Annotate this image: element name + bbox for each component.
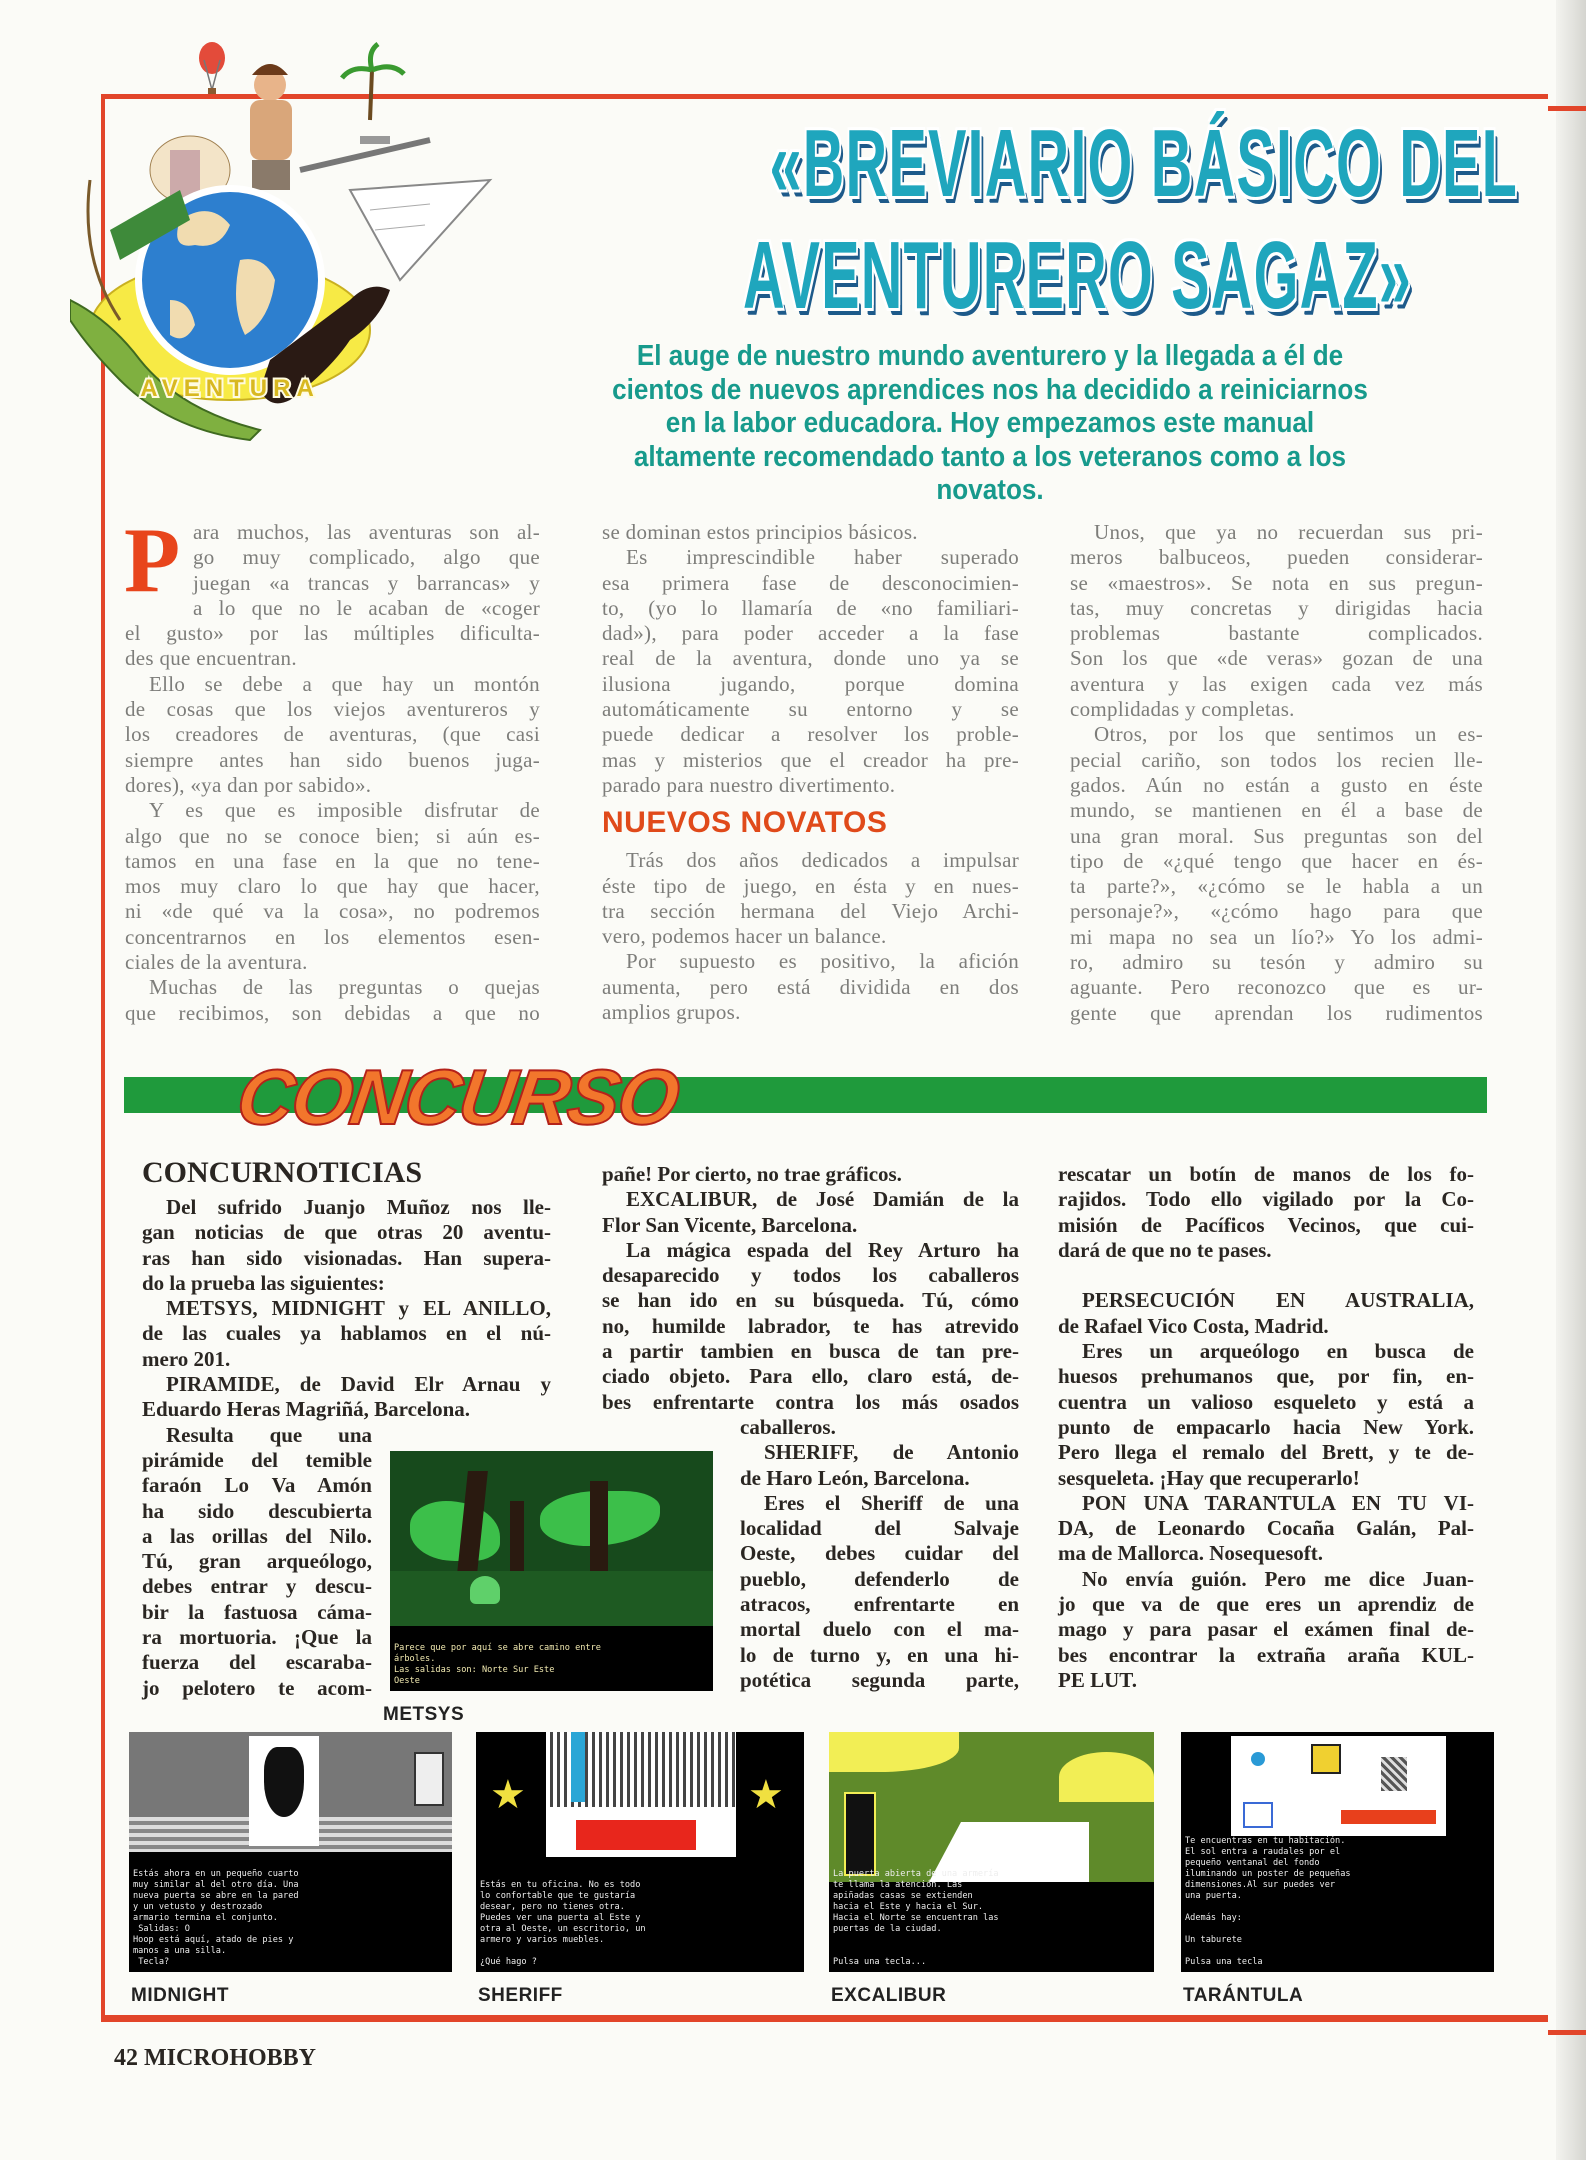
star-icon: ★ xyxy=(748,1772,784,1817)
page-footer: 42 MICROHOBBY xyxy=(114,2045,317,2071)
sheriff-caption: SHERIFF xyxy=(478,1985,563,2006)
text-line: fuerza del escaraba- xyxy=(142,1650,372,1675)
tarantula-screenshot xyxy=(1181,1732,1494,1972)
text-line: do la prueba las siguientes: xyxy=(142,1270,385,1295)
subtitle-line: en la labor educadora. Hoy empezamos este manual xyxy=(665,407,1315,440)
paragraph xyxy=(1058,1339,1474,1491)
concurso-logo: CONCURSO xyxy=(231,1053,684,1141)
text-line: Unos, que ya no recuerdan sus pri- xyxy=(1094,520,1483,544)
text-line: sesqueleta. ¡Hay que recuperarlo! xyxy=(1058,1465,1360,1490)
text-line: Y es que es imposible disfrutar de xyxy=(149,798,540,823)
metsys-caption: METSYS xyxy=(383,1704,465,1725)
text-line: SHERIFF, de Antonio xyxy=(764,1440,1019,1465)
paragraph xyxy=(740,1491,1019,1693)
text-line: gan noticias de que otras 20 aventu- xyxy=(142,1220,551,1245)
tarantula-screen-text: Te encuentras en tu habitación. El sol entra a raudales por el pequeño ventanal del fondo iluminando un poster de pequeñas dimensiones.Al sur puedes ver una puerta. Además hay: Un taburete Pulsa una tecla xyxy=(1185,1836,1351,1967)
text-line: atracos, enfrentarte en xyxy=(740,1592,1019,1617)
text-line: algo que no se conoce bien; si aún es- xyxy=(125,823,540,848)
text-line: gados. Aún no están a gusto en éste xyxy=(1070,772,1483,797)
paragraph xyxy=(602,949,1019,1025)
title-line-1: «BREVIARIO BÁSICO DEL xyxy=(769,110,1518,217)
paragraph xyxy=(142,1195,551,1296)
article-column-1 xyxy=(124,509,540,1026)
text-line: go muy complicado, algo que xyxy=(193,545,540,570)
excalibur-screenshot xyxy=(829,1732,1154,1972)
text-line: debes entrar y descu- xyxy=(142,1574,372,1599)
paragraph xyxy=(602,848,1019,949)
text-line: a partir tambien en busca de tan pre- xyxy=(602,1339,1019,1364)
article-title xyxy=(520,108,1518,332)
sheriff-screenshot xyxy=(476,1732,804,1972)
text-line: ras han sido visionadas. Han supera- xyxy=(142,1245,551,1270)
text-line: Eres un arqueólogo en busca de xyxy=(1082,1339,1474,1364)
article-column-3 xyxy=(1070,520,1483,1026)
text-line: ma de Mallorca. Nosequesoft. xyxy=(1058,1541,1323,1566)
text-line: punto de empacarlo hacia New York. xyxy=(1058,1414,1474,1439)
paragraph xyxy=(1058,1288,1474,1339)
paragraph xyxy=(1058,1567,1474,1693)
frame-bottom-rule xyxy=(101,2015,1548,2022)
text-line: ni «de qué va la cosa», no podremos xyxy=(125,899,540,924)
text-line: siempre antes han sido buenos juga- xyxy=(125,747,540,772)
paragraph xyxy=(602,1187,1019,1238)
text-line: Por supuesto es positivo, la afición xyxy=(626,949,1019,974)
metsys-screenshot xyxy=(390,1451,713,1691)
star-icon: ★ xyxy=(490,1772,526,1817)
text-line: tas, muy concretas y dirigidas hacia xyxy=(1070,595,1483,620)
text-line: parado para nuestro divertimento. xyxy=(602,772,896,797)
text-line: mi mapa no sea un lío?» Yo los admi- xyxy=(1070,924,1483,949)
text-line: complidadas y completas. xyxy=(1070,697,1295,722)
text-line: de cosas que los viejos aventureros y xyxy=(125,697,540,722)
paragraph xyxy=(602,545,1019,798)
text-line: pañe! Por cierto, no trae gráficos. xyxy=(602,1162,902,1186)
excalibur-screen-text: La puerta abierta de una armería te llama la atención. Las apiñadas casas se extienden hacia el Este y hacia el Sur. Hacia el Norte se encuentran las puertas de la ciudad. Pulsa una tecla... xyxy=(833,1869,999,1967)
midnight-caption: MIDNIGHT xyxy=(131,1985,229,2006)
text-line: una gran moral. Sus preguntas son del xyxy=(1070,823,1483,848)
drop-cap: P xyxy=(124,509,181,611)
text-line: Flor San Vicente, Barcelona. xyxy=(602,1212,858,1237)
tarantula-caption: TARÁNTULA xyxy=(1183,1985,1304,2006)
paragraph xyxy=(1058,1491,1474,1567)
text-line: faraón Lo Va Amón xyxy=(142,1473,372,1498)
subtitle-line: novatos. xyxy=(936,474,1044,507)
paragraph-gap xyxy=(1058,1263,1474,1288)
paragraph xyxy=(142,1296,551,1372)
text-line: Pero llega el remalo del Brett, y te de- xyxy=(1058,1440,1474,1465)
text-line: esa primera fase de desconocimien- xyxy=(602,570,1019,595)
text-line: aventura y las exigen cada vez más xyxy=(1070,671,1483,696)
paragraph xyxy=(125,672,540,798)
paragraph xyxy=(740,1415,1019,1440)
text-line: ara muchos, las aventuras son al- xyxy=(193,520,540,544)
text-line: jo que va de que eres un aprendiz de xyxy=(1058,1592,1474,1617)
text-line: misión de Pacíficos Vecinos, que cui- xyxy=(1058,1212,1474,1237)
text-line: Eduardo Heras Magriñá, Barcelona. xyxy=(142,1397,471,1422)
text-line: gente que aprendan los rudimentos xyxy=(1070,1000,1483,1025)
ship-sketch xyxy=(350,180,490,280)
text-line: desaparecido y todos los caballeros xyxy=(602,1263,1019,1288)
text-line: DA, de Leonardo Cocaña Galán, Pal- xyxy=(1058,1516,1474,1541)
paragraph xyxy=(740,1440,1019,1491)
text-line: lo de turno y, en una hi- xyxy=(740,1642,1019,1667)
text-line: real de la aventura, donde uno ya se xyxy=(602,646,1019,671)
text-line: tamos en una fase en la que no tene- xyxy=(125,848,540,873)
metsys-screen-text: Parece que por aquí se abre camino entre árboles. Las salidas son: Norte Sur Este Oeste xyxy=(394,1643,601,1686)
text-line: concentrarnos en los elementos esen- xyxy=(125,924,540,949)
ring-label: AVENTURA xyxy=(140,375,320,402)
text-line: Oeste, debes cuidar del xyxy=(740,1541,1019,1566)
text-line: ciales de la aventura. xyxy=(125,950,308,975)
text-line: rajidos. Todo ello vigilado por la Co- xyxy=(1058,1187,1474,1212)
midnight-screen-text: Estás ahora en un pequeño cuarto muy similar al del otro día. Una nueva puerta se abre en la pared y un vetusto y destrozado armario termina el conjunto. Salidas: O Hoop está aquí, atado de pies y manos a una silla. Tecla? xyxy=(133,1869,299,1967)
paragraph xyxy=(602,1162,1019,1187)
text-line: dad»), para poder acceder a la fase xyxy=(602,621,1019,646)
text-line: ro, admiro su tesón y admiro su xyxy=(1070,950,1483,975)
text-line: se «maestros». Se nota en sus pregun- xyxy=(1070,570,1483,595)
text-line: no, humilde labrador, te has atrevido xyxy=(602,1313,1019,1338)
text-line: de las cuales ya hablamos en el nú- xyxy=(142,1321,551,1346)
text-line: tipo de «¿qué tengo que hacer en és- xyxy=(1070,848,1483,873)
text-line: mundo, se mantienen en él a base de xyxy=(1070,798,1483,823)
text-line: La mágica espada del Rey Arturo ha xyxy=(626,1237,1019,1262)
palm-trees-icon xyxy=(342,44,404,120)
text-line: rescatar un botín de manos de los fo- xyxy=(1058,1162,1474,1186)
text-line: bes encontrar la extraña araña KUL- xyxy=(1058,1642,1474,1667)
page-edge xyxy=(1556,0,1586,2160)
text-line: Muchas de las preguntas o quejas xyxy=(149,975,540,1000)
text-line: meros balbuceos, pueden considerar- xyxy=(1070,545,1483,570)
article-subtitle xyxy=(520,340,1460,508)
text-line: se dominan estos principios básicos. xyxy=(602,520,918,544)
text-line: ta parte?», «¿cómo se le habla a un xyxy=(1070,874,1483,899)
text-line: personaje?», «¿cómo hago para que xyxy=(1070,899,1483,924)
paragraph xyxy=(602,520,1019,545)
text-line: puede dedicar a resolver los proble- xyxy=(602,722,1019,747)
text-line: localidad del Salvaje xyxy=(740,1516,1019,1541)
paragraph xyxy=(125,798,540,975)
section-heading: NUEVOS NOVATOS xyxy=(602,806,888,840)
text-line: ciado objeto. Para ello, claro está, de- xyxy=(602,1364,1019,1389)
paragraph xyxy=(1070,520,1483,722)
text-line: Resulta que una xyxy=(166,1422,372,1447)
text-line: Son los que «de veras» gozan de una xyxy=(1070,646,1483,671)
text-line: potética segunda parte, xyxy=(740,1667,1019,1692)
text-line: vero, podemos hacer un balance. xyxy=(602,924,887,949)
text-line: des que encuentran. xyxy=(125,646,297,671)
text-line: los creadores de aventuras, (que casi xyxy=(125,722,540,747)
text-line: No envía guión. Pero me dice Juan- xyxy=(1082,1566,1474,1591)
excalibur-caption: EXCALIBUR xyxy=(831,1985,947,2006)
text-line: de Haro León, Barcelona. xyxy=(740,1465,970,1490)
text-line: mago y para pasar el exámen final de- xyxy=(1058,1617,1474,1642)
text-line: amplios grupos. xyxy=(602,1000,741,1025)
text-line: aguante. Pero reconozco que es ur- xyxy=(1070,975,1483,1000)
article-column-2 xyxy=(602,520,1019,1025)
text-line: éste tipo de juego, en ésta y en nues- xyxy=(602,873,1019,898)
rifle-icon xyxy=(300,136,430,170)
text-line: juegan «a trancas y barrancas» y xyxy=(193,570,540,595)
text-line: Del sufrido Juanjo Muñoz nos lle- xyxy=(166,1195,551,1219)
midnight-screenshot xyxy=(129,1732,452,1972)
text-line: pueblo, defenderlo de xyxy=(740,1566,1019,1591)
text-line: mero 201. xyxy=(142,1346,231,1371)
text-line: se han ido en su búsqueda. Tú, cómo xyxy=(602,1288,1019,1313)
text-line: ha sido descubierta xyxy=(142,1498,372,1523)
text-line: que recibimos, son debidas a que no xyxy=(125,1000,540,1025)
text-line: cuentra un valioso esqueleto y está a xyxy=(1058,1389,1474,1414)
text-line: mos muy claro lo que hay que hacer, xyxy=(125,874,540,899)
text-line: a las orillas del Nilo. xyxy=(142,1523,372,1548)
paragraph xyxy=(602,1238,1019,1415)
text-line: caballeros. xyxy=(740,1414,836,1439)
text-line: a lo que no le acaban de «coger xyxy=(193,595,540,620)
text-line: EXCALIBUR, de José Damián de la xyxy=(626,1187,1019,1212)
text-line: problemas bastante complicados. xyxy=(1070,621,1483,646)
edge-tab-top xyxy=(1548,106,1586,111)
edge-tab-bottom xyxy=(1548,2030,1586,2035)
text-line: el gusto» por las múltiples dificulta- xyxy=(125,621,540,646)
text-line: mas y misterios que el creador ha pre- xyxy=(602,747,1019,772)
text-line: pirámide del temible xyxy=(142,1447,372,1472)
paragraph xyxy=(142,1423,372,1701)
text-line: Eres el Sheriff de una xyxy=(764,1490,1019,1515)
paragraph xyxy=(125,975,540,1026)
section-heading: CONCURNOTICIAS xyxy=(142,1156,423,1189)
text-line: bes enfrentarte contra los más osados xyxy=(602,1389,1019,1414)
paragraph xyxy=(1058,1162,1474,1263)
title-line-2: AVENTURERO SAGAZ» xyxy=(742,222,1412,329)
text-line: dará de que no te pases. xyxy=(1058,1237,1272,1262)
text-line: aumenta, pero está dividida en dos xyxy=(602,974,1019,999)
paragraph xyxy=(124,509,540,672)
text-line: de Rafael Vico Costa, Madrid. xyxy=(1058,1313,1329,1338)
subtitle-line: El auge de nuestro mundo aventurero y la llegada a él de xyxy=(636,340,1344,372)
text-line: huesos prehumanos que, por fin, en- xyxy=(1058,1364,1474,1389)
text-line: Es imprescindible haber superado xyxy=(626,545,1019,570)
adventure-globe-illustration xyxy=(70,30,510,450)
text-line: PIRAMIDE, de David Elr Arnau y xyxy=(166,1372,551,1397)
concurso-column-3 xyxy=(1058,1162,1474,1693)
text-line: PERSECUCIÓN EN AUSTRALIA, xyxy=(1082,1288,1474,1313)
subtitle-line: cientos de nuevos aprendices nos ha decidido a reiniciarnos xyxy=(612,373,1368,406)
balloon-icon xyxy=(199,42,225,94)
text-line: bir la fastuosa cáma- xyxy=(142,1599,372,1624)
text-line: mortal duelo con el ma- xyxy=(740,1617,1019,1642)
text-line: PE LUT. xyxy=(1058,1667,1137,1692)
text-line: jo pelotero te acom- xyxy=(142,1675,372,1700)
text-line: ilusiona jugando, porque domina xyxy=(602,671,1019,696)
paragraph xyxy=(1070,722,1483,1026)
text-line: PON UNA TARANTULA EN TU VI- xyxy=(1082,1490,1474,1515)
text-line: tra sección hermana del Viejo Archi- xyxy=(602,898,1019,923)
text-line: Ello se debe a que hay un montón xyxy=(149,671,540,696)
text-line: Otros, por los que sentimos un es- xyxy=(1094,722,1483,747)
text-line: automáticamente su entorno y se xyxy=(602,697,1019,722)
paragraph xyxy=(142,1372,551,1423)
text-line: ra mortuoria. ¡Que la xyxy=(142,1625,372,1650)
subtitle-line: altamente recomendado tanto a los veteranos como a los xyxy=(633,440,1347,473)
text-line: dores), «ya dan por sabido». xyxy=(125,772,372,797)
text-line: to, (yo lo llamaría de «no familiari- xyxy=(602,595,1019,620)
explorer-figure xyxy=(150,64,292,204)
text-line: Tú, gran arqueólogo, xyxy=(142,1549,372,1574)
text-line: pecial cariño, son todos los recien lle- xyxy=(1070,747,1483,772)
text-line: METSYS, MIDNIGHT y EL ANILLO, xyxy=(166,1296,551,1321)
text-line: Trás dos años dedicados a impulsar xyxy=(626,848,1019,873)
sheriff-screen-text: Estás en tu oficina. No es todo lo confortable que te gustaría desear, pero no tienes otra. Puedes ver una puerta al Este y otra al Oeste, un escritorio, un armero y varios muebles. ¿Qué hago ? xyxy=(480,1880,646,1967)
